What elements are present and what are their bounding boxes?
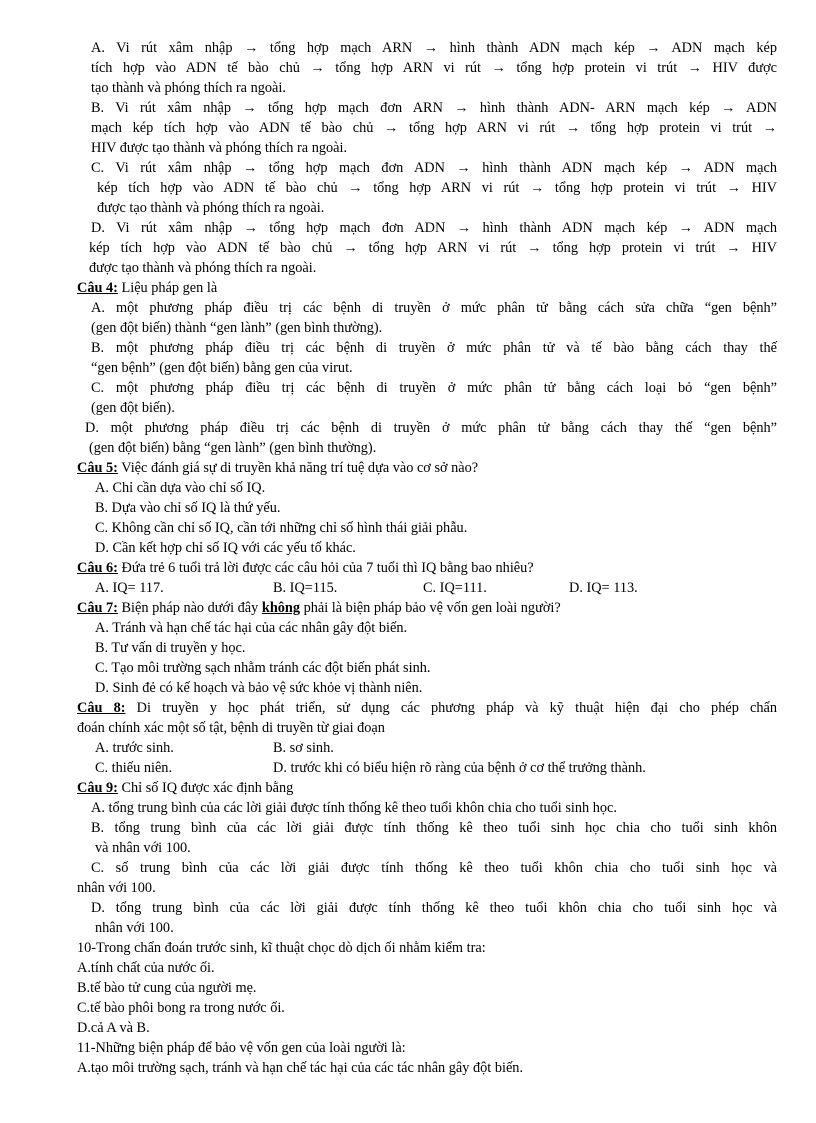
q3-option-a — [77, 38, 777, 98]
text-line: (gen đột biến). — [91, 400, 175, 416]
text-line: kép tích hợp vào ADN tế bào chủ → tổng hợp ARN vi rút → tổng hợp protein vi trút → HIV — [97, 180, 777, 196]
q4-option-c: C. một phương pháp điều trị các bệnh di truyền ở mức phân tử bằng cách loại bỏ “gen bệnh” — [91, 380, 777, 396]
q5-option-c: C. Không cần chỉ số IQ, cần tới những chỉ số hình thái giải phẫu. — [95, 520, 468, 536]
question-8-stem — [77, 698, 777, 718]
question-text: Di truyền y học phát triển, sử dụng các phương pháp và kỹ thuật hiện đại cho phép chẩn — [125, 700, 777, 716]
text-line: nhân với 100. — [95, 920, 174, 936]
question-10-stem: 10-Trong chẩn đoán trước sinh, kĩ thuật chọc dò dịch ối nhằm kiểm tra: — [77, 940, 486, 956]
question-text: Liệu pháp gen là — [117, 280, 218, 296]
text-line: được tạo thành và phóng thích ra ngoài. — [97, 200, 325, 216]
q3-option-d — [77, 218, 777, 278]
text-line: mạch kép tích hợp vào ADN tế bào chủ → tổng hợp ARN vi rút → tổng hợp protein vi trút → — [91, 120, 777, 136]
question-label: Câu 9: — [77, 780, 118, 796]
text-line: đoán chính xác một số tật, bệnh di truyền từ giai đoạn — [77, 720, 385, 736]
q6-option-d: D. IQ= 113. — [569, 580, 638, 596]
q4-option-a: A. một phương pháp điều trị các bệnh di truyền ở mức phân tử bằng cách sửa chữa “gen bệnh” — [91, 300, 777, 316]
q7-option-c: C. Tạo môi trường sạch nhằm tránh các đột biến phát sinh. — [95, 660, 431, 676]
question-4-stem — [77, 278, 777, 298]
question-9-stem — [77, 778, 777, 798]
q7-option-b: B. Tư vấn di truyền y học. — [95, 640, 246, 656]
text-line: B. Vi rút xâm nhập → tổng hợp mạch đơn ARN → hình thành ADN- ARN mạch kép → ADN — [91, 100, 777, 116]
question-7-stem — [77, 598, 777, 618]
question-text: Việc đánh giá sự di truyền khả năng trí tuệ dựa vào cơ sở nào? — [117, 460, 479, 476]
question-6-stem — [77, 558, 777, 578]
q4-option-d: D. một phương pháp điều trị các bệnh di truyền ở mức phân tử bằng cách thay thế “gen bệnh” — [85, 420, 777, 436]
text-line: (gen đột biến) thành “gen lành” (gen bình thường). — [91, 320, 383, 336]
question-label: Câu 4: — [77, 280, 118, 296]
q6-option-c: C. IQ=111. — [423, 580, 487, 596]
q7-option-d: D. Sinh đẻ có kế hoạch và bảo vệ sức khỏe vị thành niên. — [95, 680, 423, 696]
q10-option-a: A.tính chất của nước ối. — [77, 960, 215, 976]
q8-options-row-1 — [77, 738, 777, 758]
question-label: Câu 6: — [77, 560, 118, 576]
q6-option-b: B. IQ=115. — [273, 580, 338, 596]
q11-option-a: A.tạo môi trường sạch, tránh và hạn chế tác hại của các tác nhân gây đột biến. — [77, 1060, 524, 1076]
text-line: tạo thành và phóng thích ra ngoài. — [91, 80, 286, 96]
text-line: C. Vi rút xâm nhập → tổng hợp mạch đơn ADN → hình thành ADN mạch kép → ADN mạch — [91, 160, 777, 176]
question-5-stem — [77, 458, 777, 478]
question-text: phải là biện pháp bảo vệ vốn gen loài người? — [300, 600, 561, 616]
q8-option-c: C. thiếu niên. — [95, 760, 173, 776]
question-text: Đứa trẻ 6 tuổi trả lời được các câu hỏi của 7 tuổi thì IQ bằng bao nhiêu? — [117, 560, 534, 576]
q4-option-b: B. một phương pháp điều trị các bệnh di truyền ở mức phân tử và tế bào bằng cách thay thế — [91, 340, 777, 356]
q6-option-a: A. IQ= 117. — [95, 580, 164, 596]
question-label: Câu 5: — [77, 460, 118, 476]
q10-option-d: D.cả A và B. — [77, 1020, 150, 1036]
q8-options-row-2 — [77, 758, 777, 778]
text-line: và nhân với 100. — [95, 840, 191, 856]
q8-option-a: A. trước sinh. — [95, 740, 174, 756]
text-line: được tạo thành và phóng thích ra ngoài. — [89, 260, 317, 276]
text-line: nhân với 100. — [77, 880, 156, 896]
q10-option-b: B.tế bào tử cung của người mẹ. — [77, 980, 257, 996]
q10-option-c: C.tế bào phôi bong ra trong nước ối. — [77, 1000, 285, 1016]
q6-options — [77, 578, 777, 598]
q3-option-b — [77, 98, 777, 158]
question-label: Câu 8: — [77, 700, 126, 716]
q9-option-d: D. tổng trung bình của các lời giải được tính thống kê theo tuổi khôn chia cho tuổi sinh học và — [91, 900, 777, 916]
text-line: A. Vi rút xâm nhập → tổng hợp mạch ARN → hình thành ADN mạch kép → ADN mạch kép — [91, 40, 777, 56]
text-line: kép tích hợp vào ADN tế bào chủ → tổng hợp ARN vi rút → tổng hợp protein vi trút → HIV — [89, 240, 777, 256]
q5-option-b: B. Dựa vào chỉ số IQ là thứ yếu. — [95, 500, 281, 516]
text-line: “gen bệnh” (gen đột biến) bằng gen của virut. — [91, 360, 353, 376]
q9-option-a: A. tổng trung bình của các lời giải được tính thống kê theo tuổi khôn chia cho tuổi sinh học. — [91, 800, 617, 816]
q8-option-b: B. sơ sinh. — [273, 740, 334, 756]
q5-option-d: D. Cần kết hợp chỉ số IQ với các yếu tố khác. — [95, 540, 356, 556]
text-line: HIV được tạo thành và phóng thích ra ngoài. — [91, 140, 348, 156]
text-line: D. Vi rút xâm nhập → tổng hợp mạch đơn ADN → hình thành ADN mạch kép → ADN mạch — [91, 220, 777, 236]
text-line: tích hợp vào ADN tế bào chủ → tổng hợp ARN vi rút → tổng hợp protein vi trút → HIV được — [91, 60, 777, 76]
question-label: Câu 7: — [77, 600, 118, 616]
q7-option-a: A. Tránh và hạn chế tác hại của các nhân gây đột biến. — [95, 620, 408, 636]
question-11-stem: 11-Những biện pháp để bảo vệ vốn gen của loài người là: — [77, 1040, 406, 1056]
q3-option-c — [77, 158, 777, 218]
question-text: Biện pháp nào dưới đây — [117, 600, 262, 616]
question-text: Chỉ số IQ được xác định bằng — [117, 780, 294, 796]
text-line: (gen đột biến) bằng “gen lành” (gen bình thường). — [89, 440, 377, 456]
q9-option-b: B. tổng trung bình của các lời giải được tính thống kê theo tuổi sinh học chia cho tuổi sinh khôn — [91, 820, 777, 836]
q8-option-d: D. trước khi có biểu hiện rõ ràng của bệnh ở cơ thể trưởng thành. — [273, 760, 646, 776]
document-page — [77, 38, 777, 1078]
emphasis-text: không — [261, 600, 301, 616]
q5-option-a: A. Chỉ cần dựa vào chỉ số IQ. — [95, 480, 266, 496]
q9-option-c: C. số trung bình của các lời giải được tính thống kê theo tuổi khôn chia cho tuổi sinh học và — [91, 860, 777, 876]
